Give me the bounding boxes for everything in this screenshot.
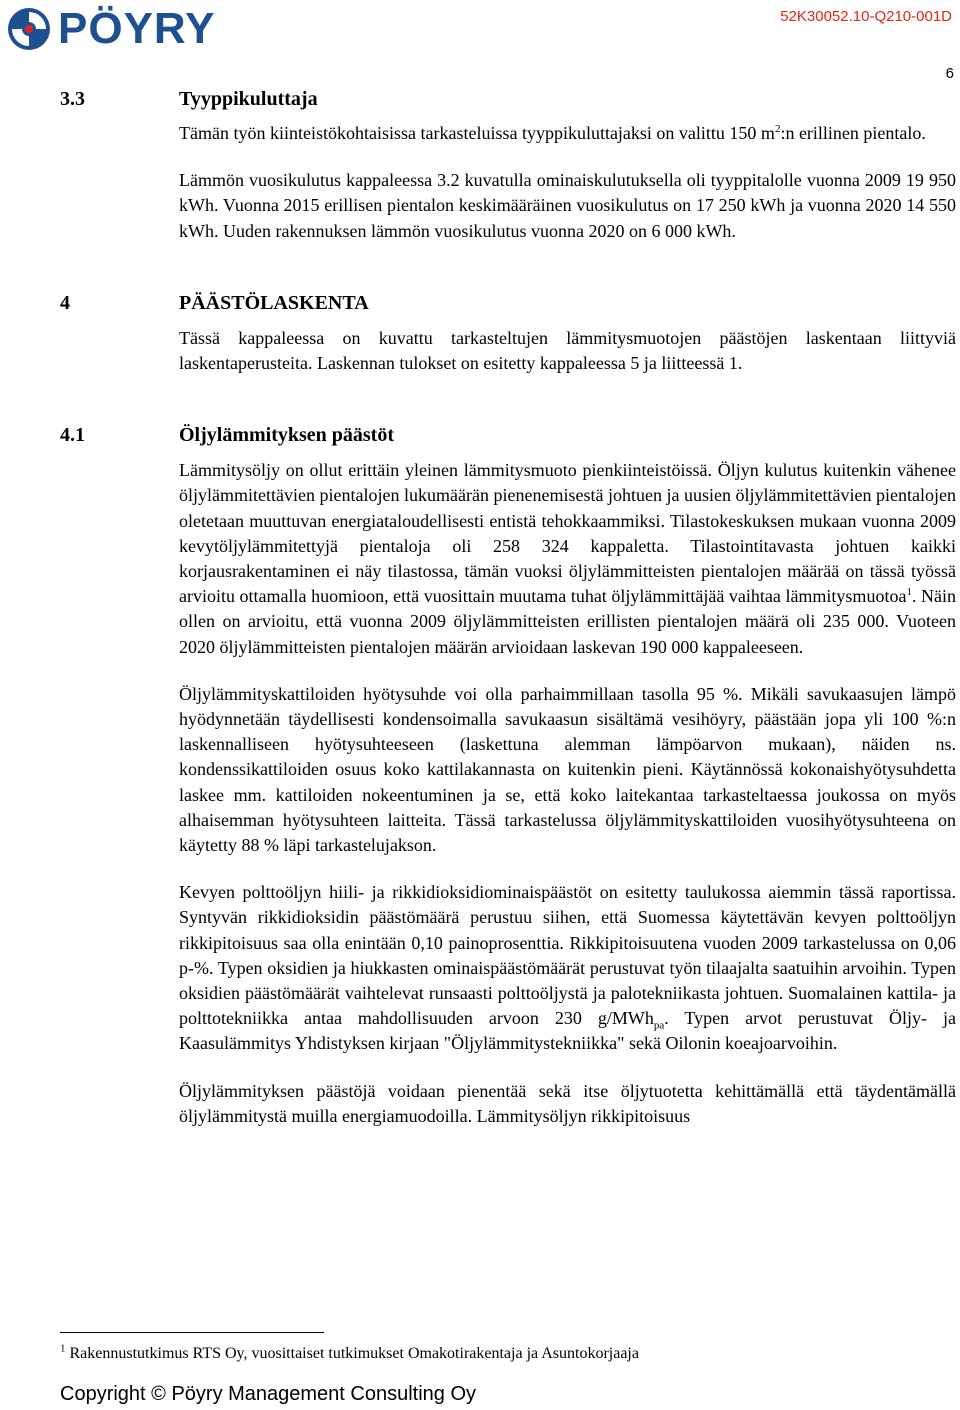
footnote [60,1343,639,1365]
paragraph: Öljylämmityksen päästöjä voidaan pienentää sekä itse öljytuotetta kehittämällä että täydentämällä öljylämmitystä muilla energiamuodoilla. Lämmitysöljyn rikkipitoisuus [179,1080,956,1126]
logo-text: PÖYRY [58,4,216,53]
document-code: 52K30052.10-Q210-001D [780,8,952,25]
paragraph: Tämän työn kiinteistökohtaisissa tarkasteluissa tyyppikuluttajaksi on valittu 150 $m^2:n$ erillinen pientalo. [179,123,926,143]
paragraph: Kevyen polttoöljyn hiili- ja rikkidioksidiominaispäästöt on esitetty taulukossa aiemmin tässä raportissa. Syntyvän rikkidioksidin päästömäärä perustuu siihen, että Suomessa käytettävän kevyen polttoöljyn rikkipitoisuus saa olla enintään 0,10 painoprosenttia. Rikkipitoisuutena vuoden 2009 tarkastelussa on 0,06 p-%. Typen oksidien ja hiukkasten ominaispäästömäärät perustuvat työn tilaajalta saatuihin arvoihin. Typen oksidien päästömäärät vaihtelevat runsaasti polttoöljystä ja palotekniikasta johtuen. Suomalainen kattila- ja polttotekniikka antaa mahdollisuuden arvoon 230 g/MWh$_{pa}$. Typen arvot perustuvat Öljy- ja Kaasulämmitys Yhdistyksen kirjaan "Öljylämmitystekniikka" sekä Oilonin koeajoarvoihin. [179,882,957,1054]
subscript: pa [653,1019,665,1032]
section-title: Öljylämmityksen päästöt [179,424,394,447]
paragraph: Tässä kappaleessa on kuvattu tarkasteltujen lämmitysmuotojen päästöjen laskentaan liittyviä laskentaperusteita. Laskennan tulokset on esitetty kappaleessa 5 ja liitteessä 1. [179,327,956,374]
poyry-logo-icon [6,6,52,52]
superscript: 2 [774,123,781,135]
section-number: 3.3 [60,88,85,110]
section-heading-3-3 [0,84,960,114]
paragraph: Öljylämmityskattiloiden hyötysuhde voi olla parhaimmillaan tasolla 95 %. Mikäli savukaasujen lämpö hyödynnetään täydellisesti kondensoimalla savukaasun sisältämä vesihöyry, päästään jopa yli 100 %:n laskennalliseen hyötysuhteeseen (laskettuna alemman lämpöarvon mukaan), näiden ns. kondenssikattiloiden osuus koko kattilakannasta on kuitenkin pieni. Käytännössä kokonaishyötysuhdetta laskee mm. kattiloiden nokeentuminen ja se, että koko laitekantaa tarkasteltaessa joukossa on myös alhaisemman hyötysuhteen laitteita. Tässä tarkastelussa öljylämmityskattiloiden vuosihyötysuhteena on käytetty 88 % läpi tarkastelujakson. [179,683,956,856]
paragraph: Lämmön vuosikulutus kappaleessa 3.2 kuvatulla ominaiskulutuksella oli tyyppitalolle vuonna 2009 19 950 kWh. Vuonna 2015 erillisen pientalon keskimääräinen vuosikulutus on 17 250 kWh ja vuonna 2020 14 550 kWh. Uuden rakennuksen lämmön vuosikulutus vuonna 2020 on 6 000 kWh. [179,170,956,241]
page-number: 6 [945,65,954,82]
footnote-divider [60,1332,324,1333]
section-number: 4.1 [60,424,85,447]
section-title: Tyyppikuluttaja [179,88,318,110]
section-number: 4 [60,291,70,314]
paragraph: Lämmitysöljy on ollut erittäin yleinen lämmitysmuoto pienkiinteistöissä. Öljyn kulutus kuitenkin vähenee öljylämmitettävien pientalojen lukumäärän pienenemisestä johtuen ja uusien öljylämmitettävien pientalojen oletetaan muuttuvan energiataloudellisesti entistä tehokkaammiksi. Tilastokeskuksen mukaan vuonna 2009 kevytöljylämmitettyjä pientaloja oli 258 324 kappaletta. Tilastointitavasta johtuen kaikki korjausrakentaminen ei näy tilastossa, tämän vuoksi öljylämmitteisten pientalojen määrää on tässä työssä arvioitu ottamalla huomioon, että vuosittain muutama tuhat öljylämmittäjää vaihtaa lämmitysmuotoa$^1$. Näin ollen on arvioitu, että vuonna 2009 öljylämmitteisten erillisten pientalojen määrä oli 235 000. Vuoteen 2020 öljylämmitteisten pientalojen määrän arvioidaan laskevan 190 000 kappaleeseen. [179,460,956,657]
footnote-text: Rakennustutkimus RTS Oy, vuosittaiset tutkimukset Omakotirakentaja ja Asuntokorjaaja [69,1345,639,1362]
copyright-notice: Copyright © Pöyry Management Consulting Oy [60,1383,477,1405]
footnote-marker: 1 [60,1342,66,1355]
page-content [0,82,960,1129]
poyry-logo [6,4,215,54]
section-heading-4 [0,288,960,318]
footnote-reference: 1 [906,586,912,599]
section-heading-4-1 [0,420,960,450]
section-title: PÄÄSTÖLASKENTA [179,291,369,314]
